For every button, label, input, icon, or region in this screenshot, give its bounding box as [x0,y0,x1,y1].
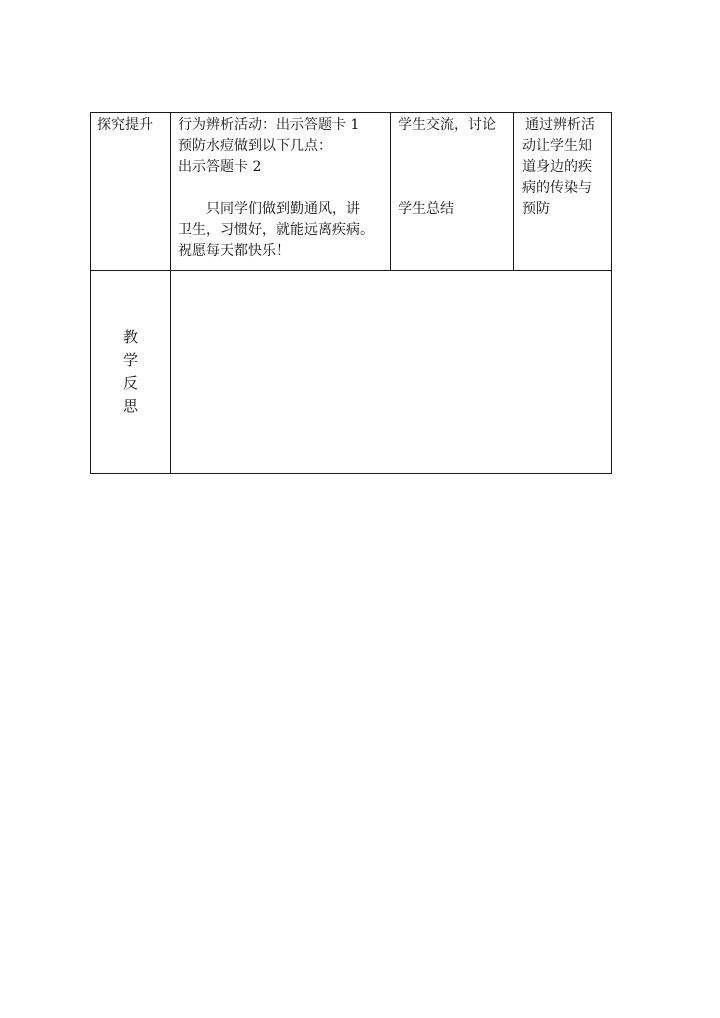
activity-line-5: 卫生，习惯好，就能远离疾病。 [178,222,374,238]
purpose-line-1: 通过辨析活 [525,117,595,133]
purpose-line-4: 病的传染与 [522,180,592,196]
activity-line-3: 出示答题卡 2 [178,159,262,175]
student-cell [391,113,514,271]
student-line-1: 学生交流，讨论 [398,117,496,133]
activity-line-2: 预防水痘做到以下几点： [178,138,332,154]
reflection-label-cell [91,271,171,474]
student-line-2: 学生总结 [398,201,454,217]
purpose-line-5: 预防 [522,201,550,217]
reflection-char-2: 学 [122,351,138,369]
lesson-plan-table [90,112,612,474]
reflection-body-cell [171,271,612,474]
table-row-reflection [91,271,612,474]
table-row-explore [91,113,612,271]
stage-label: 探究提升 [97,117,153,133]
activity-cell [171,113,391,271]
purpose-line-3: 道身边的疾 [522,159,592,175]
reflection-char-1: 教 [122,328,138,346]
activity-line-4: 只同学们做到勤通风，讲 [206,201,360,217]
activity-line-6: 祝愿每天都快乐！ [178,243,290,259]
stage-cell [91,113,171,271]
reflection-char-4: 思 [122,397,138,415]
activity-line-1: 行为辨析活动：出示答题卡 1 [178,117,360,133]
reflection-char-3: 反 [122,374,138,392]
purpose-cell [514,113,612,271]
purpose-line-2: 动让学生知 [522,138,592,154]
